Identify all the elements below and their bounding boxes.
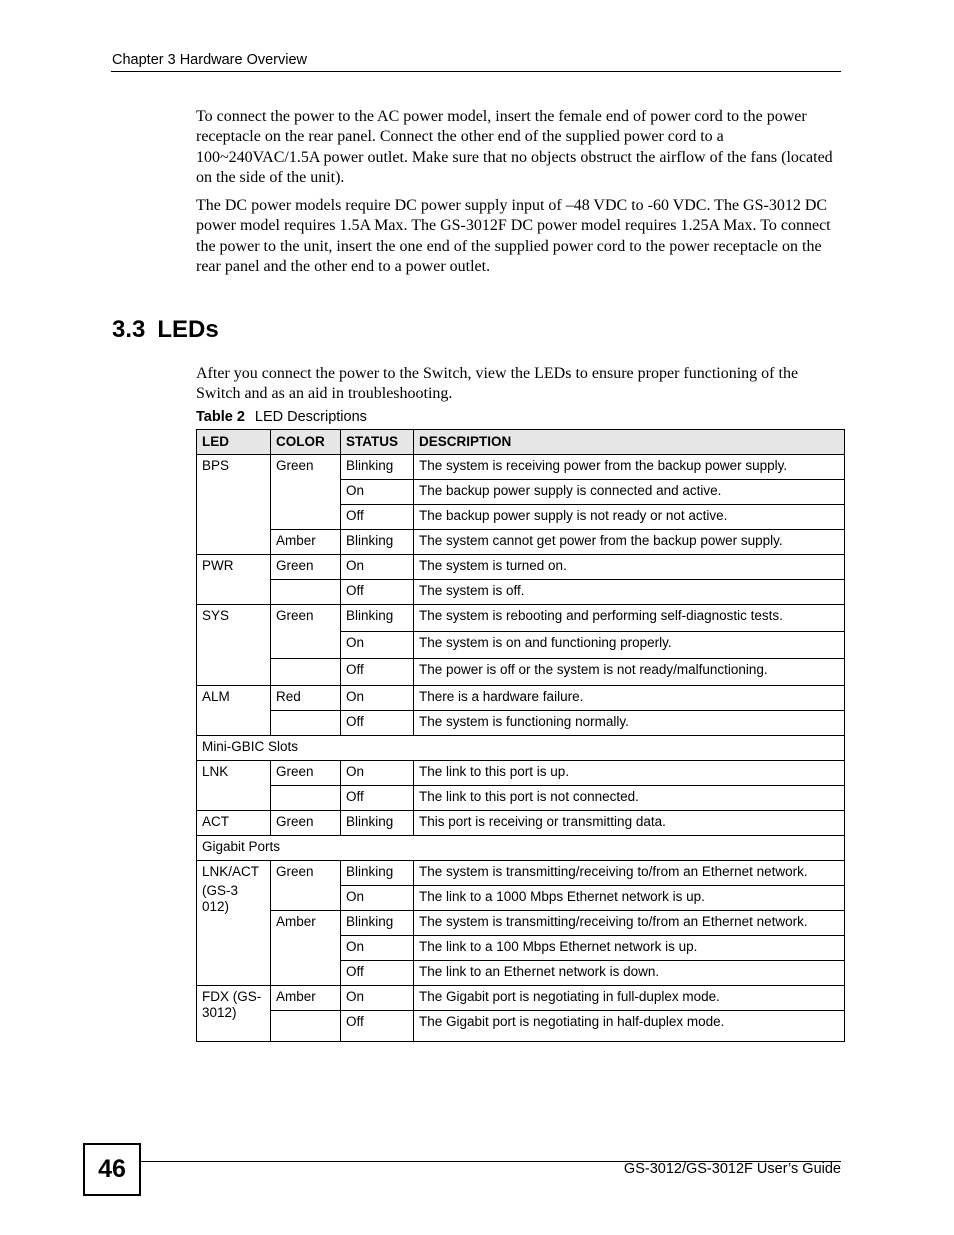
table-row: [197, 761, 845, 786]
color-cell-empty: [271, 711, 341, 736]
color-cell: Green: [271, 861, 341, 911]
status-cell: Off: [341, 786, 414, 811]
description-cell: The system is off.: [414, 580, 845, 605]
table-row: [197, 861, 845, 886]
description-cell: The system is receiving power from the backup power supply.: [414, 455, 845, 480]
header-status: STATUS: [341, 430, 414, 455]
table-row: [197, 530, 845, 555]
status-cell: Off: [341, 1011, 414, 1042]
status-cell: Off: [341, 580, 414, 605]
leds-intro-paragraph: After you connect the power to the Switch, view the LEDs to ensure proper functioning of the Switch and as an aid in troubleshooting.: [196, 365, 799, 403]
description-cell: The system is on and functioning properly.: [414, 632, 845, 659]
status-cell: On: [341, 686, 414, 711]
status-cell: On: [341, 761, 414, 786]
description-cell: The link to this port is not connected.: [414, 786, 845, 811]
description-cell: There is a hardware failure.: [414, 686, 845, 711]
led-cell: LNK: [197, 761, 271, 811]
status-cell: On: [341, 886, 414, 911]
led-name: LNK/ACT: [202, 864, 260, 879]
table-row: [197, 786, 845, 811]
color-cell-empty: [271, 786, 341, 811]
color-cell-empty: [271, 580, 341, 605]
color-cell: Green: [271, 555, 341, 580]
group-label-gigabit-ports: Gigabit Ports: [197, 836, 845, 861]
table-row: [197, 686, 845, 711]
table-header-row: [197, 430, 845, 455]
table-row: [197, 811, 845, 836]
table-caption-text: LED Descriptions: [254, 409, 367, 425]
description-cell: The link to a 1000 Mbps Ethernet network is up.: [414, 886, 845, 911]
status-cell: Blinking: [341, 911, 414, 936]
color-cell-empty: [271, 1011, 341, 1042]
status-cell: Blinking: [341, 530, 414, 555]
table-row: [197, 911, 845, 936]
status-cell: Blinking: [341, 455, 414, 480]
led-cell: PWR: [197, 555, 271, 605]
status-cell: On: [341, 986, 414, 1011]
description-cell: The power is off or the system is not ready/malfunctioning.: [414, 659, 845, 686]
status-cell: On: [341, 632, 414, 659]
led-cell: ACT: [197, 811, 271, 836]
table-row: [197, 580, 845, 605]
running-header: Chapter 3 Hardware Overview: [112, 52, 308, 68]
header-color: COLOR: [271, 430, 341, 455]
table-group-row: [197, 836, 845, 861]
table-row: [197, 659, 845, 686]
color-cell: Green: [271, 761, 341, 786]
led-cell: [197, 986, 271, 1042]
table-group-row: [197, 736, 845, 761]
ac-power-paragraph: To connect the power to the AC power model, insert the female end of power cord to the power receptacle on the rear panel. Connect the other end of the supplied power cord to a 100~240VAC/1.5A power outlet. Make sure that no objects obstruct the airflow of the fans (located on the side of the unit).: [196, 108, 833, 186]
description-cell: The Gigabit port is negotiating in half-duplex mode.: [414, 1011, 845, 1042]
status-cell: Off: [341, 961, 414, 986]
table-row: [197, 986, 845, 1011]
description-cell: The system is rebooting and performing self-diagnostic tests.: [414, 605, 845, 632]
status-cell: Off: [341, 659, 414, 686]
section-title: LEDs: [157, 316, 219, 343]
color-cell: Amber: [271, 530, 341, 555]
dc-power-paragraph: The DC power models require DC power supply input of –48 VDC to -60 VDC. The GS-3012 DC power model requires 1.5A Max. The GS-3012F DC power model requires 1.25A Max. To connect the power to the unit, insert the one end of the supplied power cord to the power receptacle on the rear panel and the other end to a power outlet.: [196, 197, 831, 275]
table-row: [197, 555, 845, 580]
header-led: LED: [197, 430, 271, 455]
status-cell: On: [341, 936, 414, 961]
page-number: 46: [83, 1143, 141, 1196]
color-cell: Amber: [271, 911, 341, 986]
section-number: 3.3: [112, 316, 146, 343]
description-cell: The system is transmitting/receiving to/from an Ethernet network.: [414, 911, 845, 936]
led-table: [196, 429, 845, 1042]
description-cell: The system is transmitting/receiving to/from an Ethernet network.: [414, 861, 845, 886]
color-cell: Green: [271, 811, 341, 836]
description-cell: The link to an Ethernet network is down.: [414, 961, 845, 986]
status-cell: Blinking: [341, 605, 414, 632]
color-cell: Green: [271, 455, 341, 530]
led-cell: ALM: [197, 686, 271, 736]
guide-title: GS-3012/GS-3012F User’s Guide: [623, 1161, 841, 1177]
header-description: DESCRIPTION: [414, 430, 845, 455]
description-cell: The system cannot get power from the backup power supply.: [414, 530, 845, 555]
description-cell: The link to a 100 Mbps Ethernet network is up.: [414, 936, 845, 961]
group-label-mini-gbic: Mini-GBIC Slots: [197, 736, 845, 761]
led-name: FDX (GS-3012): [202, 989, 262, 1020]
status-cell: Blinking: [341, 811, 414, 836]
status-cell: On: [341, 480, 414, 505]
table-row: [197, 1011, 845, 1042]
section-heading: [112, 316, 219, 344]
status-cell: Off: [341, 505, 414, 530]
status-cell: Blinking: [341, 861, 414, 886]
description-cell: The system is turned on.: [414, 555, 845, 580]
color-cell-empty: [271, 659, 341, 686]
table-row: [197, 605, 845, 632]
description-cell: The backup power supply is not ready or not active.: [414, 505, 845, 530]
header-rule: [111, 71, 841, 72]
description-cell: The link to this port is up.: [414, 761, 845, 786]
status-cell: On: [341, 555, 414, 580]
status-cell: Off: [341, 711, 414, 736]
description-cell: The backup power supply is connected and active.: [414, 480, 845, 505]
table-row: [197, 455, 845, 480]
led-cell: BPS: [197, 455, 271, 555]
description-cell: This port is receiving or transmitting data.: [414, 811, 845, 836]
led-model-note: (GS-3012): [202, 883, 239, 914]
table-row: [197, 711, 845, 736]
description-cell: The system is functioning normally.: [414, 711, 845, 736]
color-cell: Green: [271, 605, 341, 659]
led-cell: [197, 861, 271, 986]
table-caption-label: Table 2: [196, 409, 245, 425]
color-cell: Red: [271, 686, 341, 711]
led-cell: SYS: [197, 605, 271, 686]
description-cell: The Gigabit port is negotiating in full-duplex mode.: [414, 986, 845, 1011]
color-cell: Amber: [271, 986, 341, 1011]
table-caption: [196, 409, 367, 425]
